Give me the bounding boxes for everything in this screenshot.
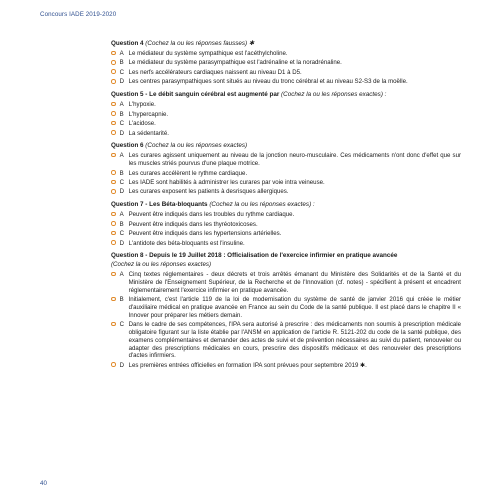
- option-text: L'hypoxie.: [128, 101, 156, 109]
- question-instruction: (Cochez la ou les réponses fausses) ✱: [143, 40, 255, 47]
- radio-bullet-icon[interactable]: [111, 79, 116, 84]
- radio-bullet-icon[interactable]: [111, 322, 116, 327]
- option-letter: B: [119, 169, 124, 177]
- option-letter: D: [119, 361, 124, 369]
- option-letter: A: [119, 152, 124, 160]
- radio-bullet-icon[interactable]: [111, 189, 116, 194]
- radio-bullet-icon[interactable]: [111, 231, 116, 236]
- option-text: Cinq textes réglementaires - deux décrets et trois arrêtés émanant du Ministère des Solidarités et de la Santé et du Ministère de l'Enseignement Supérieur, de la Recherche et de l'Innovation (cf. notes) - spécifient à présent et encadrent réglementairement l'exercice infirmier en pratique avancée.: [128, 271, 461, 294]
- option-letter: B: [119, 110, 124, 118]
- option-letter: C: [119, 120, 124, 128]
- option-7b[interactable]: [111, 221, 461, 229]
- option-letter: C: [119, 68, 124, 76]
- option-letter: B: [119, 296, 124, 304]
- option-letter: C: [119, 178, 124, 186]
- radio-bullet-icon[interactable]: [111, 297, 116, 302]
- question-label: Question 5 - Le débit sanguin cérébral est augmenté par: [111, 91, 280, 99]
- radio-bullet-icon[interactable]: [111, 212, 116, 217]
- option-text: Le médiateur du système parasympathique est l'adrénaline et la noradrénaline.: [128, 59, 342, 67]
- option-5c[interactable]: [111, 120, 461, 128]
- radio-bullet-icon[interactable]: [111, 170, 116, 175]
- question-title: [111, 91, 461, 99]
- question-label: Question 8 - Depuis le 19 Juillet 2018 : Officialisation de l'exercice infirmier en pratique avancée: [111, 252, 398, 260]
- page-number: 40: [40, 480, 47, 487]
- option-letter: D: [119, 188, 124, 196]
- option-text: Les curares agissent uniquement au niveau de la jonction neuro-musculaire. Ces médicaments n'ont donc d'effet que sur les muscles striés pourvus d'une plaque motrice.: [128, 152, 461, 168]
- option-letter: A: [119, 49, 124, 57]
- radio-bullet-icon[interactable]: [111, 111, 116, 116]
- option-5b[interactable]: [111, 111, 461, 119]
- option-text: Le médiateur du système sympathique est l'acéthylcholine.: [128, 49, 288, 57]
- question-5: [111, 91, 461, 137]
- option-letter: B: [119, 220, 124, 228]
- question-label: Question 4: [111, 40, 144, 47]
- question-list: [111, 40, 461, 375]
- radio-bullet-icon[interactable]: [111, 51, 116, 56]
- question-label: Question 7 - Les Béta-bloquants: [111, 201, 208, 209]
- question-title: [111, 40, 461, 48]
- option-4d[interactable]: [111, 78, 461, 86]
- option-text: Peuvent être indiqués dans les hypertensions artérielles.: [128, 230, 282, 238]
- option-letter: C: [119, 230, 124, 238]
- option-text: Les curares accélèrent le rythme cardiaque.: [128, 169, 248, 177]
- option-letter: D: [119, 129, 124, 137]
- option-5d[interactable]: [111, 130, 461, 138]
- option-letter: A: [119, 211, 124, 219]
- question-instruction: (Cochez la ou les réponses exactes) :: [207, 201, 315, 209]
- option-text: La sédentarité.: [128, 129, 169, 137]
- option-letter: B: [119, 59, 124, 67]
- radio-bullet-icon[interactable]: [111, 221, 116, 226]
- option-text: L'hypercapnie.: [128, 110, 169, 118]
- option-5a[interactable]: [111, 101, 461, 109]
- option-text: Les centres parasympathiques sont situés au niveau du tronc cérébral et au niveau S2-S3 de la moëlle.: [128, 78, 408, 86]
- option-text: Peuvent être indiqués dans les troubles du rythme cardiaque.: [128, 211, 295, 219]
- question-label: Question 6: [111, 142, 144, 150]
- option-letter: C: [119, 321, 124, 329]
- radio-bullet-icon[interactable]: [111, 272, 116, 277]
- question-subinstruction: (Cochez la ou les réponses exactes): [111, 261, 212, 269]
- radio-bullet-icon[interactable]: [111, 362, 116, 367]
- option-letter: D: [119, 78, 124, 86]
- option-6b[interactable]: [111, 170, 461, 178]
- option-6a[interactable]: [111, 152, 461, 168]
- option-4b[interactable]: [111, 59, 461, 67]
- option-7a[interactable]: [111, 211, 461, 219]
- question-title: [111, 201, 461, 209]
- option-8d[interactable]: [111, 362, 461, 370]
- question-8: [111, 252, 461, 369]
- option-6d[interactable]: [111, 188, 461, 196]
- radio-bullet-icon[interactable]: [111, 130, 116, 135]
- radio-bullet-icon[interactable]: [111, 240, 116, 245]
- option-4c[interactable]: [111, 69, 461, 77]
- option-text: Peuvent être indiqués dans les thyréotoxicoses.: [128, 220, 258, 228]
- question-4: [111, 40, 461, 86]
- option-8c[interactable]: [111, 321, 461, 360]
- option-text: Les curares exposent les patients à desrisques allergiques.: [128, 188, 289, 196]
- radio-bullet-icon[interactable]: [111, 121, 116, 126]
- radio-bullet-icon[interactable]: [111, 180, 116, 185]
- option-text: Les premières entrées officielles en formation IPA sont prévues pour septembre 2019 ✱.: [128, 361, 367, 369]
- page-header: Concours IADE 2019-2020: [40, 11, 117, 18]
- option-7d[interactable]: [111, 240, 461, 248]
- option-4a[interactable]: [111, 50, 461, 58]
- option-7c[interactable]: [111, 230, 461, 238]
- radio-bullet-icon[interactable]: [111, 60, 116, 65]
- option-text: L'acidose.: [128, 120, 156, 128]
- radio-bullet-icon[interactable]: [111, 153, 116, 158]
- question-7: [111, 201, 461, 247]
- question-instruction: (Cochez la ou les réponses exactes) :: [279, 91, 387, 99]
- option-text: L'antidote des béta-bloquants est l'insuline.: [128, 239, 245, 247]
- option-8b[interactable]: [111, 296, 461, 319]
- option-text: Les IADE sont habilités à administrer les curares par voie intra veineuse.: [128, 178, 325, 186]
- option-letter: A: [119, 271, 124, 279]
- option-letter: D: [119, 239, 124, 247]
- question-instruction: (Cochez la ou les réponses exactes): [143, 142, 248, 150]
- radio-bullet-icon[interactable]: [111, 102, 116, 107]
- option-text: Les nerfs accélérateurs cardiaques naissent au niveau D1 à D5.: [128, 68, 302, 76]
- option-text: Initialement, c'est l'article 119 de la loi de modernisation du système de santé de janvier 2016 qui créée le métier d'auxiliaire médical en pratique avancée en France au sein du Code de la santé publique. Il est placé dans le chapitre II « Innover pour préparer les métiers demain.: [128, 296, 461, 319]
- option-6c[interactable]: [111, 179, 461, 187]
- option-text: Dans le cadre de ses compétences, l'IPA sera autorisé à prescrire : des médicaments non soumis à prescription médicale obligatoire figurant sur la liste établie par l'ANSM en application de l'article R. 5121-202 du code de la santé publique, des examens complémentaires et demander des actes de suivi et de prévention nécessaires au suivi du patient, renouveler ou adapter des prescriptions médicales en cours, prescrire des dispositifs médicaux et des renouveler des prescriptions d'actes infirmiers.: [128, 321, 461, 360]
- option-8a[interactable]: [111, 271, 461, 294]
- radio-bullet-icon[interactable]: [111, 69, 116, 74]
- question-6: [111, 142, 461, 196]
- option-letter: A: [119, 101, 124, 109]
- question-title: [111, 142, 461, 150]
- question-title: [111, 252, 461, 260]
